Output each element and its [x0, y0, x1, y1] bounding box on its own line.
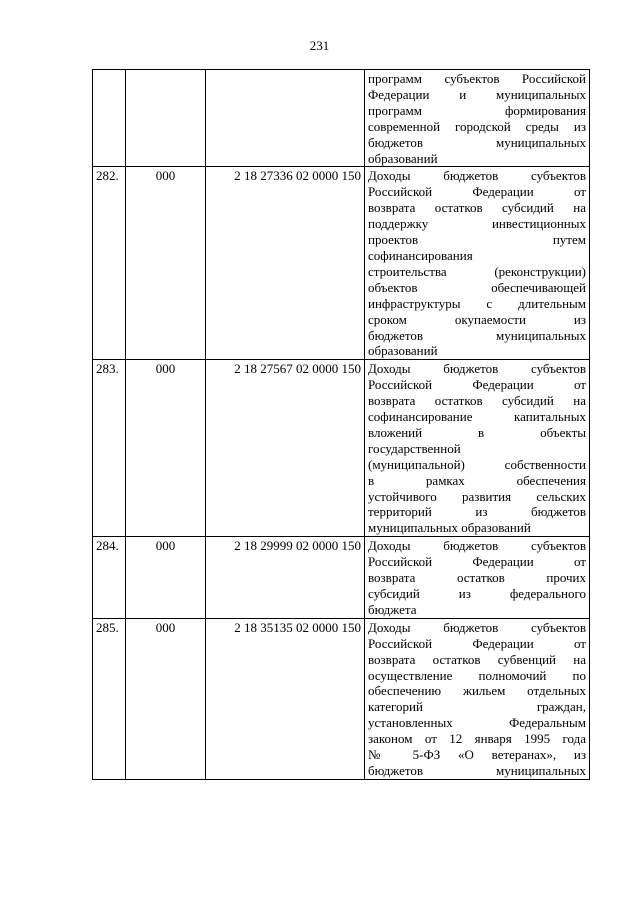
- description-line: Доходы бюджетов субъектов: [368, 538, 586, 554]
- description-cell: [365, 70, 590, 167]
- description-cell: [365, 618, 590, 779]
- table-body: [93, 70, 590, 780]
- description-line: бюджета: [368, 601, 417, 617]
- description-line: софинансирование капитальных: [368, 409, 586, 425]
- description-line: бюджетов муниципальных: [368, 134, 586, 150]
- description-line: № 5-ФЗ «О ветеранах», из: [368, 747, 586, 763]
- description-line: возврата остатков субвенций на: [368, 651, 586, 667]
- admin-code-cell: [126, 70, 206, 167]
- row-number-cell: 285.: [93, 618, 126, 779]
- description-line: территорий из бюджетов: [368, 504, 586, 520]
- row-number-cell: [93, 70, 126, 167]
- description-line: в рамках обеспечения: [368, 472, 586, 488]
- row-number-cell: 284.: [93, 537, 126, 619]
- description-line: Доходы бюджетов субъектов: [368, 619, 586, 635]
- description-line: образований: [368, 343, 438, 359]
- description-cell: [365, 167, 590, 360]
- table-row: [93, 360, 590, 537]
- description-line: софинансирования: [368, 247, 473, 263]
- budget-code-cell: 2 18 27567 02 0000 150: [206, 360, 365, 537]
- description-line: проектов путем: [368, 232, 586, 248]
- description-line: возврата остатков субсидий на: [368, 200, 586, 216]
- budget-code-cell: 2 18 29999 02 0000 150: [206, 537, 365, 619]
- admin-code-cell: 000: [126, 537, 206, 619]
- description-line: объектов обеспечивающей: [368, 279, 586, 295]
- row-number-cell: 283.: [93, 360, 126, 537]
- page-number: 231: [309, 38, 330, 53]
- description-line: Российской Федерации от: [368, 635, 586, 651]
- description-line: бюджетов муниципальных: [368, 327, 586, 343]
- description-line: возврата остатков прочих: [368, 570, 586, 586]
- description-line: субсидий из федерального: [368, 586, 586, 601]
- description-line: государственной: [368, 440, 461, 456]
- description-line: (муниципальной) собственности: [368, 456, 586, 472]
- description-line: Российской Федерации от: [368, 554, 586, 570]
- table-row: [93, 70, 590, 167]
- description-line: Российской Федерации от: [368, 377, 586, 393]
- description-line: строительства (реконструкции): [368, 263, 586, 279]
- description-line: Российской Федерации от: [368, 184, 586, 200]
- row-number-cell: 282.: [93, 167, 126, 360]
- description-line: сроком окупаемости из: [368, 311, 586, 327]
- table-row: [93, 618, 590, 779]
- admin-code-cell: 000: [126, 618, 206, 779]
- description-line: вложений в объекты: [368, 424, 586, 440]
- description-line: Доходы бюджетов субъектов: [368, 361, 586, 377]
- description-line: обеспечению жильем отдельных: [368, 683, 586, 699]
- description-line: Доходы бюджетов субъектов: [368, 168, 586, 184]
- description-line: законом от 12 января 1995 года: [368, 731, 586, 747]
- description-line: Федерации и муниципальных: [368, 86, 586, 102]
- budget-code-cell: 2 18 35135 02 0000 150: [206, 618, 365, 779]
- description-line: возврата остатков субсидий на: [368, 393, 586, 409]
- description-line: осуществление полномочий по: [368, 667, 586, 683]
- description-line: современной городской среды из: [368, 118, 586, 134]
- description-line: поддержку инвестиционных: [368, 216, 586, 232]
- revenue-classification-table: [92, 69, 590, 780]
- budget-code-cell: [206, 70, 365, 167]
- description-line: бюджетов муниципальных: [368, 762, 586, 778]
- description-line: муниципальных образований: [368, 520, 531, 536]
- description-line: программ субъектов Российской: [368, 71, 586, 86]
- description-line: программ формирования: [368, 102, 586, 118]
- description-line: установленных Федеральным: [368, 715, 586, 731]
- admin-code-cell: 000: [126, 360, 206, 537]
- description-cell: [365, 537, 590, 619]
- description-line: инфраструктуры с длительным: [368, 295, 586, 311]
- budget-code-cell: 2 18 27336 02 0000 150: [206, 167, 365, 360]
- description-line: устойчивого развития сельских: [368, 488, 586, 504]
- table-row: [93, 537, 590, 619]
- table-row: [93, 167, 590, 360]
- description-line: образований: [368, 150, 438, 166]
- description-line: категорий граждан,: [368, 699, 586, 715]
- admin-code-cell: 000: [126, 167, 206, 360]
- description-cell: [365, 360, 590, 537]
